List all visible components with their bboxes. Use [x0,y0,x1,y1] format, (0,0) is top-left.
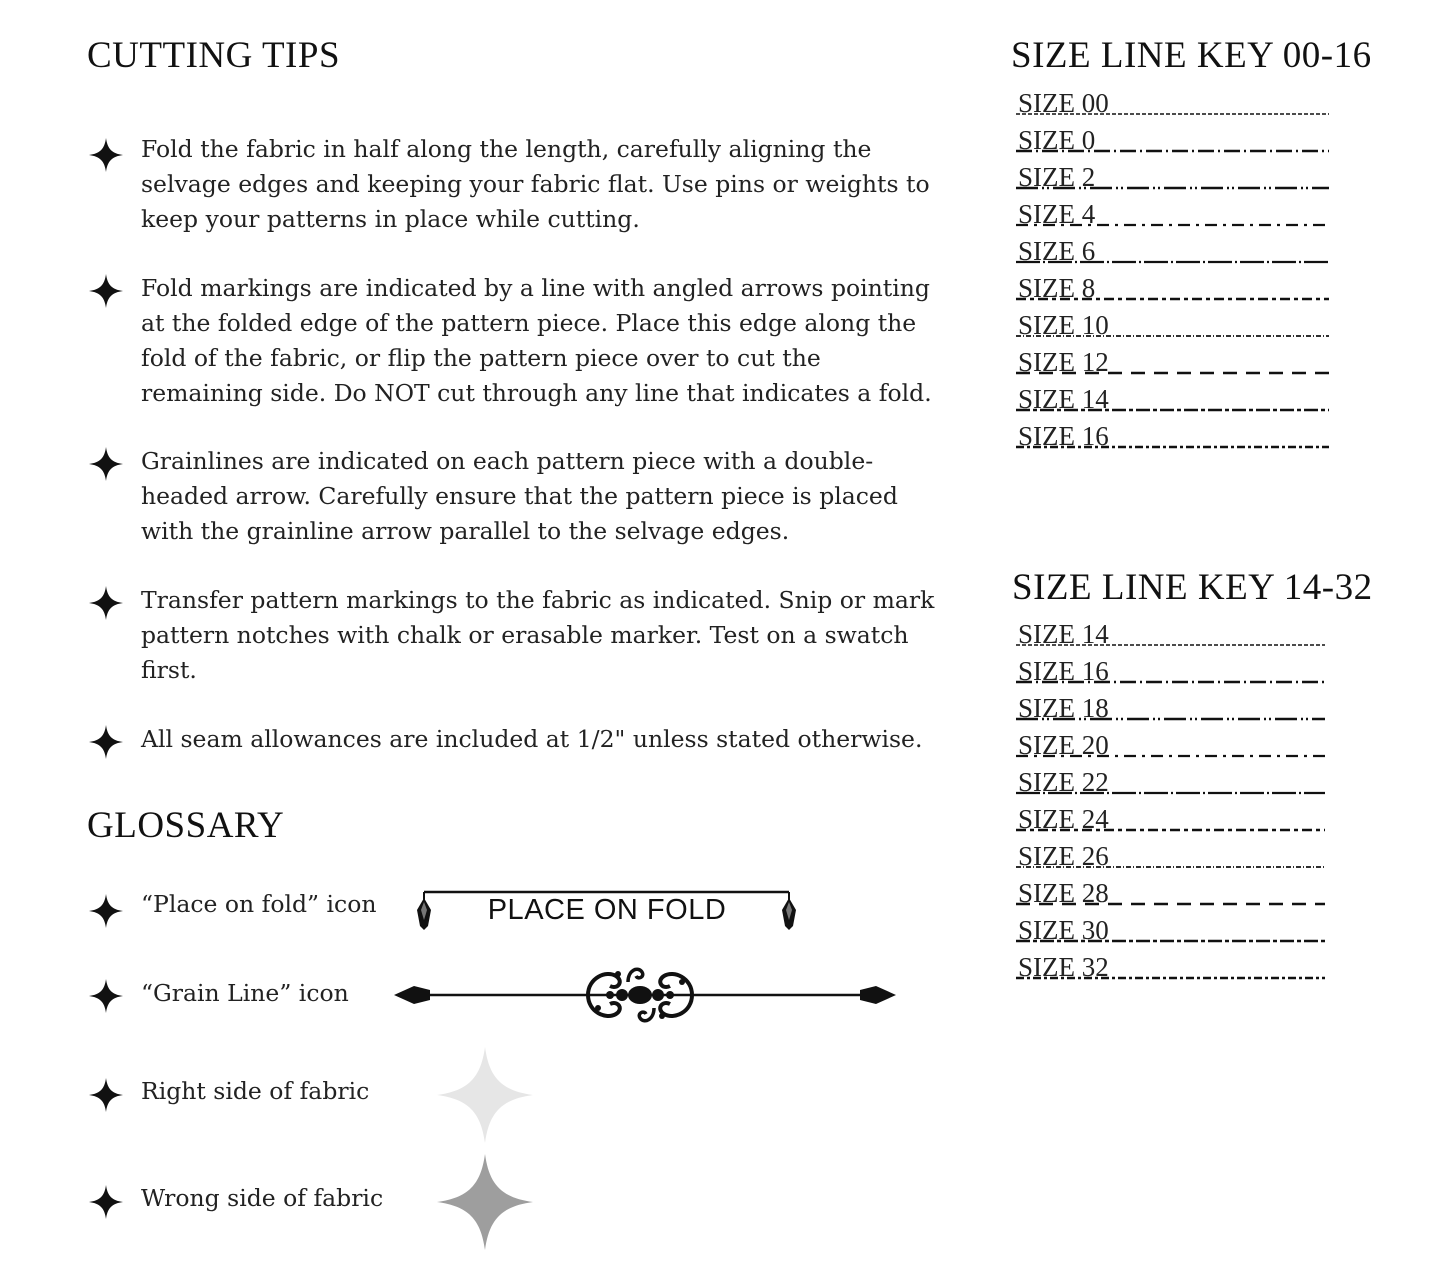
size-line [1016,787,1325,799]
star-bullet-icon [89,894,123,928]
size-label: SIZE 18 [1018,693,1109,723]
place-on-fold-label: “Place on fold” icon [141,890,377,918]
size-line [1016,935,1325,947]
right-side-label: Right side of fabric [141,1077,370,1105]
grain-line-icon [392,962,898,1028]
size-line [1016,676,1325,688]
size-label: SIZE 10 [1018,310,1109,340]
size-key-1-heading: SIZE LINE KEY 00-16 [1011,35,1372,76]
tip-text: Transfer pattern markings to the fabric as indicated. Snip or mark pattern notches with chalk or erasable marker. Test on a swatch first. [141,586,935,684]
size-line [1016,108,1329,120]
size-line [1016,441,1329,453]
star-bullet-icon [89,1185,123,1219]
size-line [1016,367,1329,379]
size-line [1016,256,1329,268]
size-label: SIZE 4 [1018,199,1096,229]
glossary-heading: GLOSSARY [87,805,285,846]
size-line [1016,639,1325,651]
grain-line-label: “Grain Line” icon [141,979,349,1007]
tip-text: Grainlines are indicated on each pattern piece with a double-headed arrow. Carefully ensure that the pattern piece is placed with the grainline arrow parallel to the selvage edges. [141,447,898,545]
wrong-side-label: Wrong side of fabric [141,1184,384,1212]
wrong-side-star-icon [437,1154,533,1250]
size-line [1016,972,1325,984]
star-bullet-icon [89,447,123,481]
size-label: SIZE 28 [1018,878,1109,908]
star-bullet-icon [89,586,123,620]
size-label: SIZE 30 [1018,915,1109,945]
size-label: SIZE 14 [1018,384,1109,414]
star-bullet-icon [89,979,123,1013]
size-label: SIZE 14 [1018,619,1109,649]
size-label: SIZE 24 [1018,804,1109,834]
star-bullet-icon [89,274,123,308]
place-on-fold-text: PLACE ON FOLD [487,894,727,926]
size-label: SIZE 12 [1018,347,1109,377]
size-line [1016,404,1329,416]
star-bullet-icon [89,725,123,759]
star-bullet-icon [89,138,123,172]
size-line [1016,713,1325,725]
size-label: SIZE 8 [1018,273,1096,303]
size-line [1016,898,1325,910]
size-label: SIZE 16 [1018,421,1109,451]
size-line [1016,145,1329,157]
size-label: SIZE 22 [1018,767,1109,797]
size-label: SIZE 6 [1018,236,1096,266]
right-side-star-icon [437,1047,533,1143]
star-bullet-icon [89,1078,123,1112]
size-label: SIZE 2 [1018,162,1096,192]
size-line [1016,861,1325,873]
size-line [1016,182,1329,194]
tip-text: All seam allowances are included at 1/2" unless stated otherwise. [141,725,923,753]
cutting-tips-heading: CUTTING TIPS [87,35,341,76]
size-key-2-heading: SIZE LINE KEY 14-32 [1012,567,1373,608]
tip-text: Fold the fabric in half along the length, carefully aligning the selvage edges and keeping your fabric flat. Use pins or weights to keep your patterns in place while cutting. [141,135,930,233]
size-label: SIZE 26 [1018,841,1109,871]
size-label: SIZE 20 [1018,730,1109,760]
size-label: SIZE 32 [1018,952,1109,982]
size-line [1016,293,1329,305]
size-label: SIZE 16 [1018,656,1109,686]
tip-text: Fold markings are indicated by a line with angled arrows pointing at the folded edge of the pattern piece. Place this edge along the fold of the fabric, or flip the pattern piece over to cut the remaining side. Do NOT cut through any line that indicates a fold. [141,274,932,407]
size-label: SIZE 00 [1018,88,1109,118]
size-line [1016,824,1325,836]
size-line [1016,330,1329,342]
size-line [1016,219,1329,231]
size-line [1016,750,1325,762]
size-label: SIZE 0 [1018,125,1096,155]
